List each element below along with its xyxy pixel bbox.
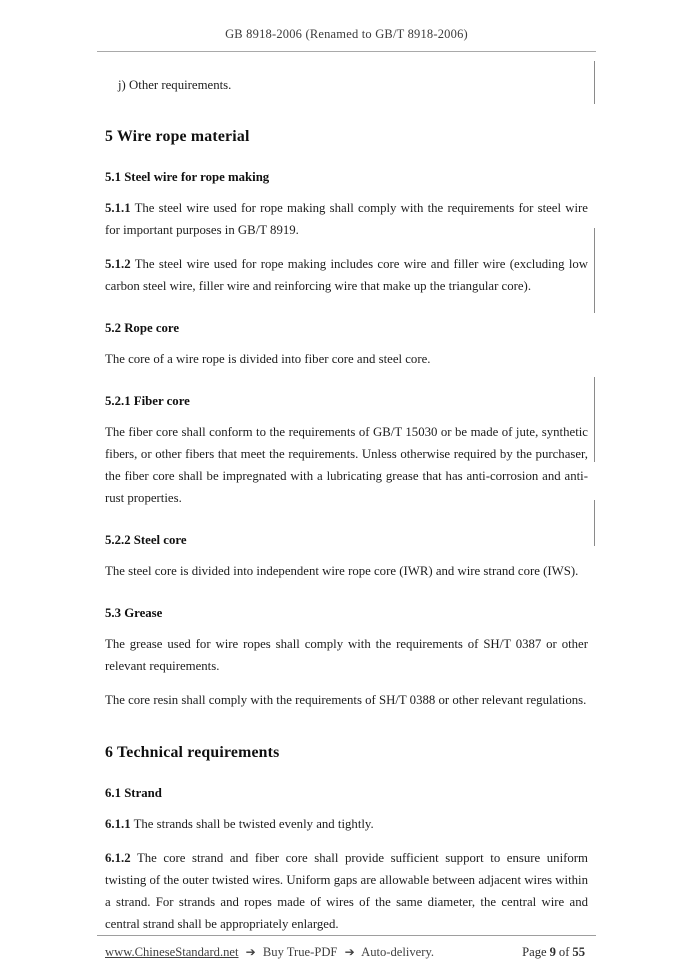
clause-number-5-1-2: 5.1.2: [105, 257, 131, 271]
section-heading-6: 6 Technical requirements: [105, 744, 280, 761]
footer-row: [97, 936, 596, 960]
clause-text-6-1-1: The strands shall be twisted evenly and tightly.: [133, 817, 374, 831]
change-bar: [594, 228, 595, 313]
page-label: Page: [522, 945, 547, 959]
paragraph-5-3-a: The grease used for wire ropes shall comply with the requirements of SH/T 0387 or other relevant requirements.: [105, 637, 588, 673]
footer-delivery-text: Auto-delivery.: [361, 945, 435, 959]
change-bar: [594, 61, 595, 104]
total-page-number: 55: [572, 945, 585, 959]
subsection-heading-5-3: 5.3 Grease: [105, 606, 163, 620]
clause-number-6-1-2: 6.1.2: [105, 851, 131, 865]
footer-branding: [105, 945, 434, 960]
page-content: [97, 52, 596, 935]
paragraph-5-3-b: The core resin shall comply with the requirements of SH/T 0388 or other relevant regulations.: [105, 693, 587, 707]
clause-number-5-1-1: 5.1.1: [105, 201, 131, 215]
clause-number-6-1-1: 6.1.1: [105, 817, 131, 831]
paragraph-6-1-1: [105, 813, 588, 835]
current-page-number: 9: [549, 945, 556, 959]
paragraph-5-1-2: [105, 253, 588, 297]
paragraph-6-1-2: [105, 847, 588, 935]
arrow-icon: ➔: [245, 945, 256, 959]
subsection-heading-5-2-1: 5.2.1 Fiber core: [105, 394, 190, 408]
page-footer: [97, 935, 596, 960]
change-bar: [594, 500, 595, 546]
section-heading-5: 5 Wire rope material: [105, 128, 250, 145]
of-label: of: [558, 945, 570, 959]
paragraph-5-2-2: The steel core is divided into independent wire rope core (IWR) and wire strand core (IWS).: [105, 564, 579, 578]
clause-text-6-1-2: The core strand and fiber core shall provide sufficient support to ensure uniform twisting of the outer twisted wires. Uniform gaps are allowable between adjacent wires within a strand. For strands and ropes made of wires of the same diameter, the central wire and central strand shall be appropriately enlarged.: [105, 851, 588, 931]
subsection-heading-6-1: 6.1 Strand: [105, 786, 162, 800]
change-bar: [594, 377, 595, 462]
clause-text-5-1-1: The steel wire used for rope making shall comply with the requirements for steel wire for important purposes in GB/T 8919.: [105, 201, 588, 237]
arrow-icon: ➔: [344, 945, 355, 959]
subsection-heading-5-2-2: 5.2.2 Steel core: [105, 533, 187, 547]
subsection-heading-5-1: 5.1 Steel wire for rope making: [105, 170, 270, 184]
page-header: [97, 0, 596, 52]
document-title: GB 8918-2006 (Renamed to GB/T 8918-2006): [225, 27, 468, 41]
footer-buy-text: Buy True-PDF: [262, 945, 338, 959]
list-item-j: j) Other requirements.: [118, 78, 232, 92]
chinesestandard-link[interactable]: www.ChineseStandard.net: [105, 945, 239, 959]
clause-text-5-1-2: The steel wire used for rope making includes core wire and filler wire (excluding low carbon steel wire, filler wire and reinforcing wire that make up the triangular core).: [105, 257, 589, 293]
paragraph-5-2: The core of a wire rope is divided into fiber core and steel core.: [105, 352, 431, 366]
paragraph-5-2-1: The fiber core shall conform to the requirements of GB/T 15030 or be made of jute, synthetic fibers, or other fibers that meet the requirements. Unless otherwise required by the purchaser, the fiber core shall be impregnated with a lubricating grease that has anti-corrosion and anti-rust properties.: [105, 425, 588, 505]
page-indicator: [522, 945, 588, 960]
paragraph-5-1-1: [105, 197, 588, 241]
subsection-heading-5-2: 5.2 Rope core: [105, 321, 180, 335]
